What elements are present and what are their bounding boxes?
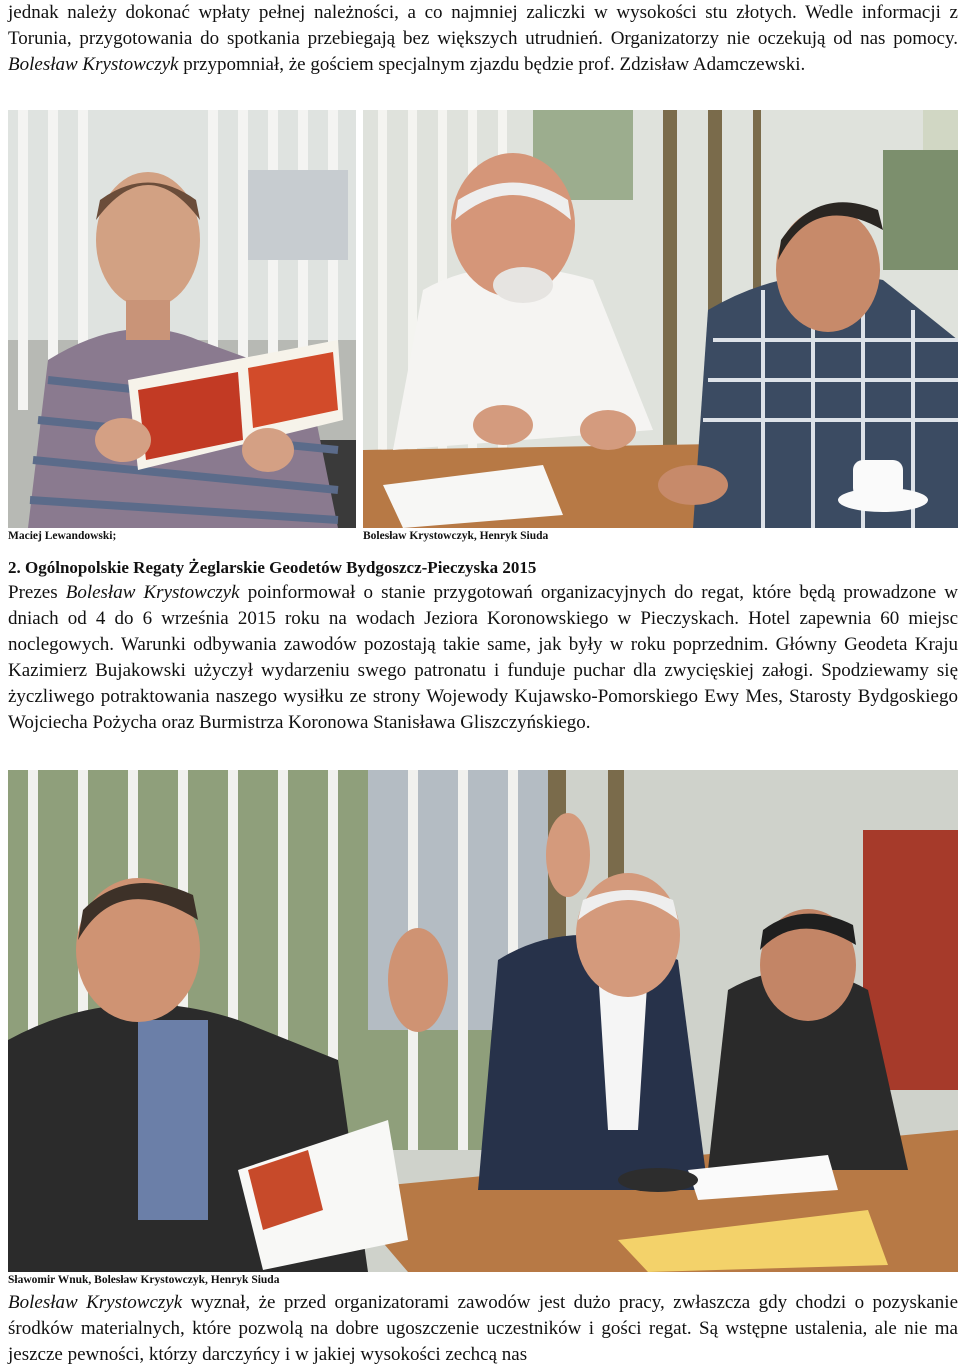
person-name: Bolesław Krystowczyk (8, 54, 179, 75)
top-paragraph-text-end: przypomniał, że gościem specjalnym zjazdu będzie prof. Zdzisław Adamczewski. (178, 54, 806, 75)
section-2-text: Prezes (8, 582, 66, 603)
section-2-paragraph (8, 580, 958, 736)
top-paragraph (8, 0, 958, 78)
photo-1-caption: Maciej Lewandowski; (8, 530, 117, 542)
photo-1-illustration (8, 110, 356, 528)
bottom-paragraph (8, 1290, 958, 1368)
top-paragraph-text: jednak należy dokonać wpłaty pełnej należności, a co najmniej zaliczki w wysokości stu złotych. Wedle informacji z Torunia, przygotowania do spotkania przebiegają bez większych utrudnień. Organizatorzy nie oczekują od nas pomocy. (8, 2, 958, 49)
photo-wnuk-krystowczyk-siuda (8, 770, 958, 1272)
person-name: Bolesław Krystowczyk (8, 1292, 183, 1313)
section-heading: 2. Ogólnopolskie Regaty Żeglarskie Geodetów Bydgoszcz-Pieczyska 2015 (8, 558, 537, 577)
section-2-text-end: poinformował o stanie przygotowań organizacyjnych do regat, które będą prowadzone w dniach od 4 do 6 września 2015 roku na wodach Jeziora Koronowskiego w Pieczyskach. Hotel zapewnia 60 miejsc noclegowych. Warunki odbywania zawodów pozostają takie same, jak były w roku poprzednim. Główny Geodeta Kraju Kazimierz Bujakowski użyczył wydarzeniu swego patronatu i funduje puchar dla zwycięskiej załogi. Spodziewamy się życzliwego potraktowania naszego wysiłku ze strony Wojewody Kujawsko-Pomorskiego Ewy Mes, Starosty Bydgoskiego Wojciecha Pożycha oraz Burmistrza Koronowa Stanisława Gliszczyńskiego. (8, 582, 959, 733)
photo-krystowczyk-siuda (363, 110, 958, 528)
photo-maciej-lewandowski (8, 110, 356, 528)
person-name: Bolesław Krystowczyk (65, 582, 240, 603)
bottom-paragraph-text: wyznał, że przed organizatorami zawodów jest dużo pracy, zwłaszcza gdy chodzi o pozyskanie środków materialnych, które pozwolą na dobre ugoszczenie uczestników i gości regat. Są wstępne ustalenia, ale nie ma jeszcze pewności, którzy darczyńcy i w jakiej wysokości zechcą nas (8, 1292, 959, 1365)
photo-3-caption: Sławomir Wnuk, Bolesław Krystowczyk, Henryk Siuda (8, 1274, 280, 1286)
photo-2-illustration (363, 110, 958, 528)
photo-3-illustration (8, 770, 958, 1272)
photo-2-caption: Bolesław Krystowczyk, Henryk Siuda (363, 530, 549, 542)
